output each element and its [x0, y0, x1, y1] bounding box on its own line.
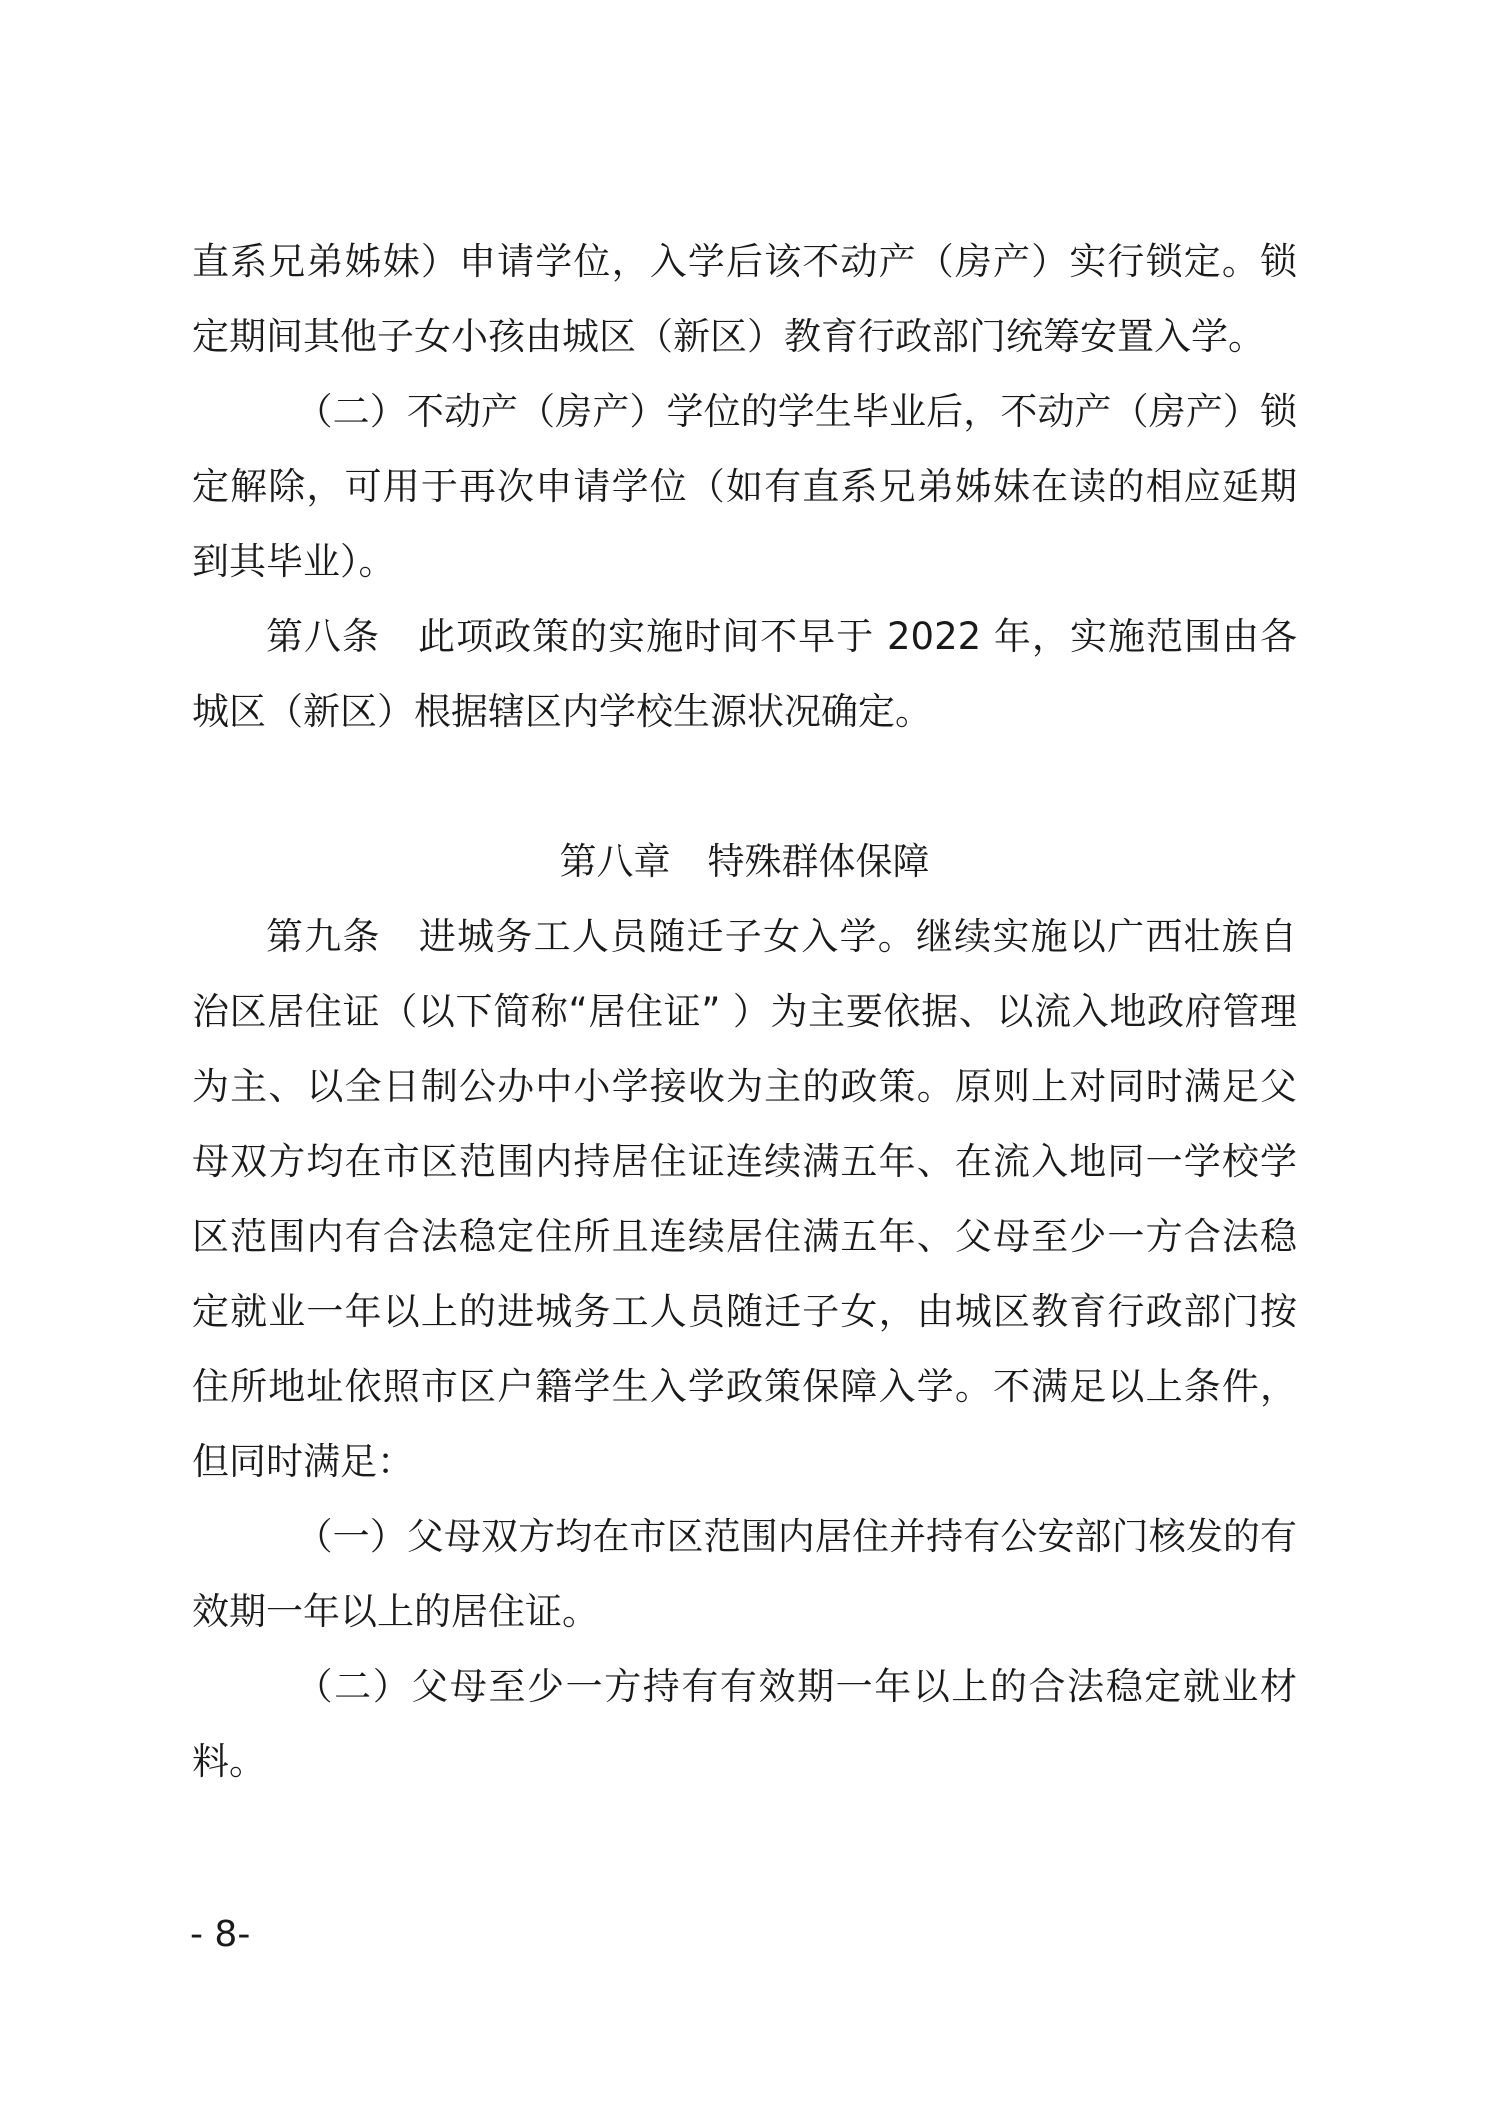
document-body — [192, 224, 1297, 1799]
paragraph-continued — [192, 224, 1297, 374]
chapter-heading — [192, 824, 1297, 899]
article-text: 进城务工人员随迁子女入学。继续实施以广西壮族自治区居住证（以下简称“居住证” ）为主要依据、以流入地政府管理为主、以全日制公办中小学接收为主的政策。原则上对同时满足父母双方均在市区范围内持居住证连续满五年、在流入地同一学校学区范围内有合法稳定住所且连续居住满五年、父母至少一方合法稳定就业一年以上的进城务工人员随迁子女，由城区教育行政部门按住所地址依照市区户籍学生入学政策保障入学。不满足以上条件，但同时满足： — [192, 915, 1298, 1483]
article-eight — [192, 599, 1297, 749]
paragraph-text: 直系兄弟姊妹）申请学位，入学后该不动产（房产）实行锁定。锁定期间其他子女小孩由城区（新区）教育行政部门统筹安置入学。 — [192, 240, 1297, 358]
article-label: 第八条 — [266, 615, 381, 658]
paragraph-item-one — [192, 1499, 1297, 1649]
page-number: - 8- — [190, 1914, 251, 1955]
article-text: 此项政策的实施时间不早于 2022 年，实施范围由各城区（新区）根据辖区内学校生源状况确定。 — [192, 615, 1298, 733]
article-label: 第九条 — [266, 915, 381, 958]
paragraph-item-two — [192, 374, 1297, 599]
chapter-number: 第八章 — [559, 840, 671, 883]
paragraph-text: （二）父母至少一方持有有效期一年以上的合法稳定就业材料。 — [192, 1665, 1297, 1783]
paragraph-text: （二）不动产（房产）学位的学生毕业后，不动产（房产）锁定解除，可用于再次申请学位（如有直系兄弟姊妹在读的相应延期到其毕业）。 — [192, 390, 1297, 583]
article-nine — [192, 899, 1297, 1499]
paragraph-item-two-b — [192, 1649, 1297, 1799]
paragraph-text: （一）父母双方均在市区范围内居住并持有公安部门核发的有效期一年以上的居住证。 — [192, 1515, 1297, 1633]
chapter-title: 特殊群体保障 — [707, 840, 930, 883]
